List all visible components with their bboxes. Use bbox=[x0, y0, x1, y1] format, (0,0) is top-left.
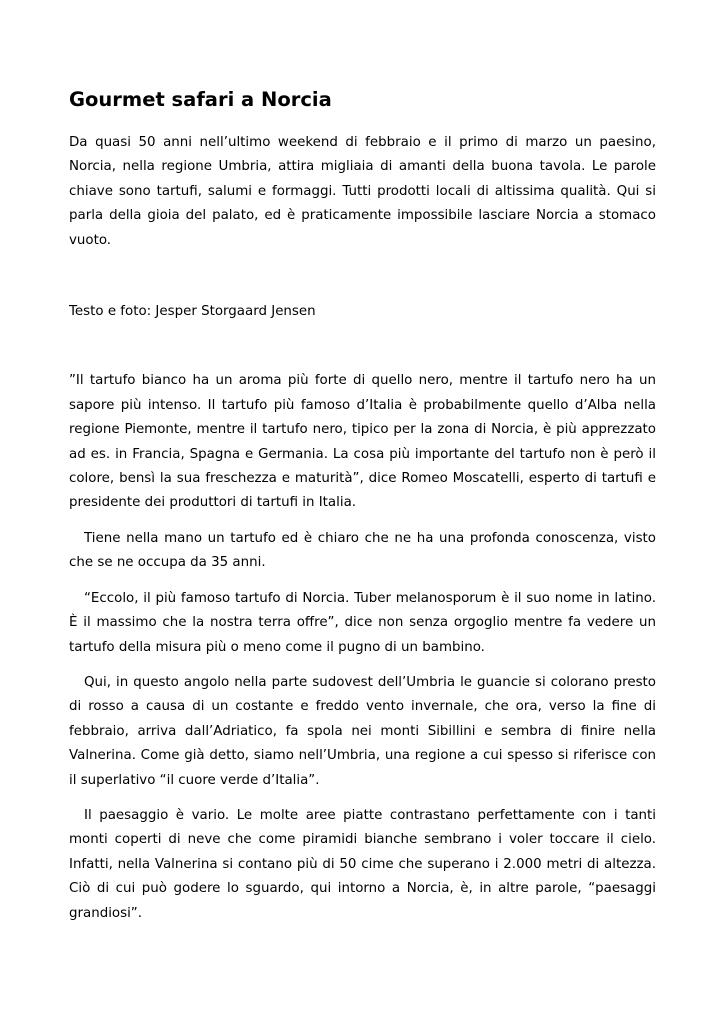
body-paragraph-2: Tiene nella mano un tartufo ed è chiaro che ne ha una profonda conoscenza, visto che se ne occupa da 35 anni. bbox=[69, 530, 656, 571]
article-title: Gourmet safari a Norcia bbox=[69, 88, 332, 111]
intro-paragraph: Da quasi 50 anni nell’ultimo weekend di febbraio e il primo di marzo un paesino, Norcia, nella regione Umbria, attira migliaia di amanti della buona tavola. Le parole chiave sono tartufi, salumi e formaggi. Tutti prodotti locali di altissima qualità. Qui si parla della gioia del palato, ed è praticamente impossibile lasciare Norcia a stomaco vuoto. bbox=[69, 135, 656, 248]
byline: Testo e foto: Jesper Storgaard Jensen bbox=[69, 304, 316, 320]
body-paragraph-1: ”Il tartufo bianco ha un aroma più forte di quello nero, mentre il tartufo nero ha un sapore più intenso. Il tartufo più famoso d’Italia è probabilmente quello d’Alba nella regione Piemonte, mentre il tartufo nero, tipico per la zona di Norcia, è più apprezzato ad es. in Francia, Spagna e Germania. La cosa più importante del tartufo non è però il colore, bensì la sua freschezza e maturità”, dice Romeo Moscatelli, esperto di tartufi e presidente dei produttori di tartufi in Italia. bbox=[69, 373, 656, 511]
document-page bbox=[69, 86, 656, 937]
body-paragraph-4: Qui, in questo angolo nella parte sudovest dell’Umbria le guancie si colorano presto di rosso a causa di un costante e freddo vento invernale, che ora, verso la fine di febbraio, arriva dall’Adriatico, fa spola nei monti Sibillini e sembra di finire nella Valnerina. Come già detto, siamo nell’Umbria, una regione a cui spesso si riferisce con il superlativo “il cuore verde d’Italia”. bbox=[69, 674, 656, 788]
body-paragraph-5: Il paesaggio è vario. Le molte aree piatte contrastano perfettamente con i tanti monti coperti di neve che come piramidi bianche sembrano i voler toccare il cielo. Infatti, nella Valnerina si contano più di 50 cime che superano i 2.000 metri di altezza. Ciò di cui può godere lo sguardo, qui intorno a Norcia, è, in altre parole, “paesaggi grandiosi”. bbox=[69, 807, 656, 921]
body-paragraph-3: “Eccolo, il più famoso tartufo di Norcia. Tuber melanosporum è il suo nome in latino. È il massimo che la nostra terra offre”, dice non senza orgoglio mentre fa vedere un tartufo della misura più o meno come il pugno di un bambino. bbox=[69, 590, 656, 655]
